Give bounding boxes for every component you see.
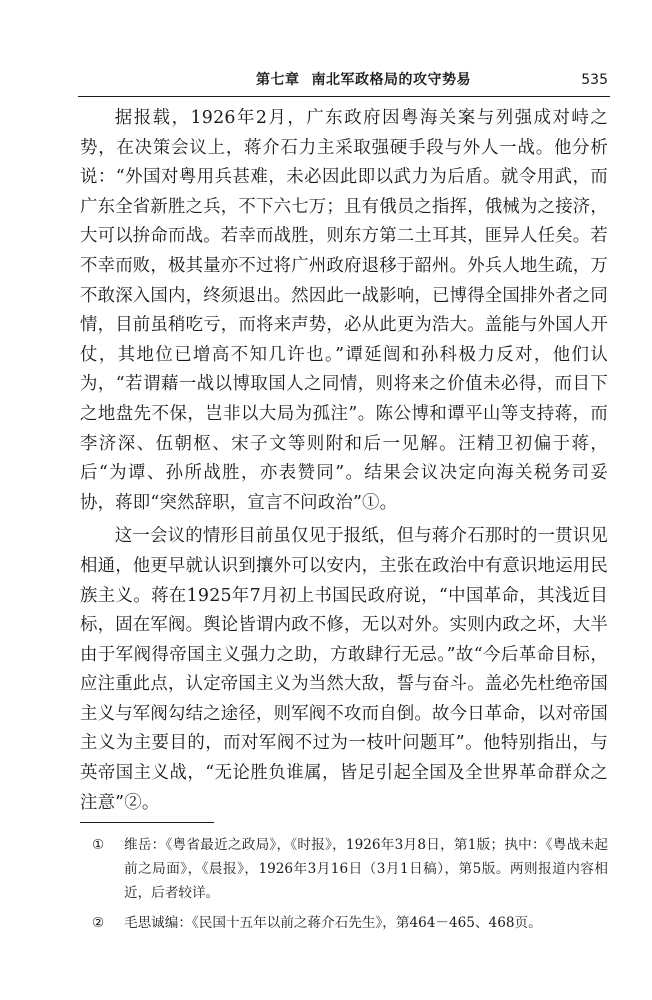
footnote — [80, 833, 608, 905]
footnote-text: 毛思诚编：《民国十五年以前之蒋介石先生》，第464－465、468页。 — [124, 915, 542, 931]
footnotes — [80, 833, 608, 941]
footnote — [80, 911, 608, 935]
running-head — [78, 70, 610, 97]
chapter-heading — [256, 70, 471, 90]
paragraph: 据报载，1926年2月，广东政府因粤海关案与列强成对峙之势，在决策会议上，蒋介石力主采取强硬手段与外人一战。他分析说：“外国对粤用兵甚难，未必因此即以武力为后盾。就令用武，而广东全省新胜之兵，不下六七万；且有俄员之指挥，俄械为之接济，大可以拚命而战。若幸而战胜，则东方第二土耳其，匪异人任矣。若不幸而败，极其量亦不过将广州政府退移于韶州。外兵人地生疏，万不敢深入国内，终须退出。然因此一战影响，已博得全国排外者之同情，目前虽稍吃亏，而将来声势，必从此更为浩大。盖能与外国人开仗，其地位已增高不知几许也。”谭延闿和孙科极力反对，他们认为，“若谓藉一战以博取国人之同情，则将来之价值未必得，而目下之地盘先不保，岂非以大局为孤注”。陈公博和谭平山等支持蒋，而李济深、伍朝枢、宋子文等则附和后一见解。汪精卫初偏于蒋，后“为谭、孙所战胜，亦表赞同”。结果会议决定向海关税务司妥协，蒋即“突然辞职，宣言不问政治”①。 — [80, 108, 608, 513]
page-number: 535 — [581, 72, 608, 88]
chapter-title: 南北军政格局的攻守势易 — [311, 72, 471, 88]
footnote-divider — [80, 822, 214, 823]
footnote-mark: ② — [92, 915, 105, 931]
chapter-number: 第七章 — [256, 72, 300, 88]
footnote-text: 维岳：《粤省最近之政局》，《时报》，1926年3月8日，第1版；执中：《粤战未起前之局面》，《晨报》，1926年3月16日（3月1日稿），第5版。两则报道内容相近，后者较详。 — [124, 837, 608, 901]
paragraph: 这一会议的情形目前虽仅见于报纸，但与蒋介石那时的一贯识见相通，他更早就认识到攘外可以安内，主张在政治中有意识地运用民族主义。蒋在1925年7月初上书国民政府说，“中国革命，其浅近目标，固在军阀。舆论皆谓内政不修，无以对外。实则内政之坏，大半由于军阀得帝国主义强力之助，方敢肆行无忌。”故“今后革命目标，应注重此点，认定帝国主义为当然大敌，誓与奋斗。盖必先杜绝帝国主义与军阀勾结之途径，则军阀不攻而自倒。故今日革命，以对帝国主义为主要目的，而对军阀不过为一枝叶问题耳”。他特别指出，与英帝国主义战，“无论胜负谁属，皆足引起全国及全世界革命群众之注意”②。 — [80, 526, 608, 813]
body-text — [80, 104, 608, 818]
footnote-mark: ① — [92, 837, 105, 853]
